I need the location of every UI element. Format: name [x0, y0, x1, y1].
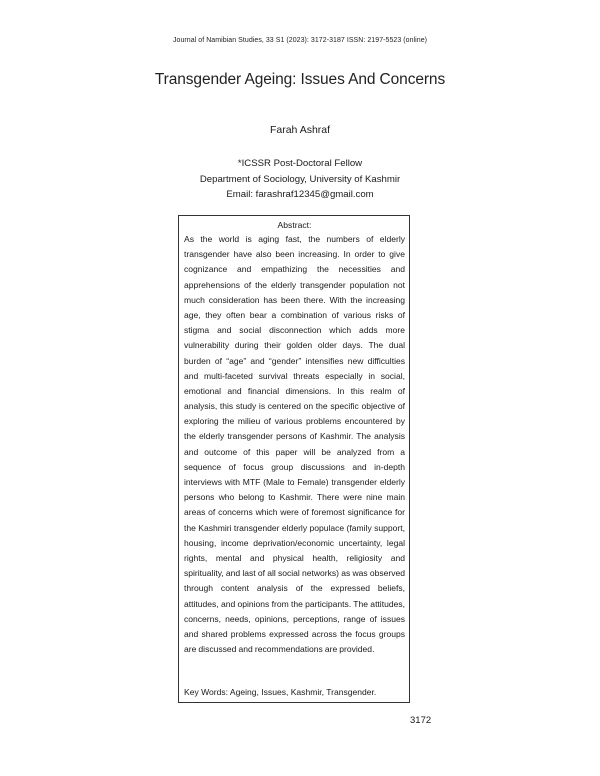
author-name: Farah Ashraf	[269, 124, 331, 136]
page-number: 3172	[410, 715, 432, 726]
abstract-heading: Abstract:	[277, 220, 312, 230]
keywords: Key Words: Ageing, Issues, Kashmir, Transgender.	[184, 687, 377, 697]
affiliation-fellowship: *ICSSR Post-Doctoral Fellow	[237, 158, 363, 169]
abstract-body: As the world is aging fast, the numbers of elderly transgender have also been increasing. In order to give cognizance and empathizing the necessities and apprehensions of the elderly transgender population not much consideration has been there. With the increasing age, they often bear a combination of various risks of stigma and social disconnection which adds more vulnerability during their golden older days. The dual burden of “age” and “gender” intensifies new difficulties and multi-faceted survival threats especially in social, emotional and financial dimensions. In this realm of analysis, this study is centered on the specific objective of exploring the milieu of various problems encountered by the elderly transgender persons of Kashmir. The analysis and outcome of this paper will be analyzed from a sequence of focus group discussions and in-depth interviews with MTF (Male to Female) transgender elderly persons who belong to Kashmir. There were nine main areas of concerns which were of foremost significance for the Kashmiri transgender elderly populace (family support, housing, income deprivation/economic uncertainty, legal rights, mental and physical health, religiosity and spirituality, and last of all social networks) as was observed through content analysis of the expressed beliefs, attitudes, and opinions from the participants. The attitudes, concerns, needs, opinions, perceptions, range of issues and shared problems expressed across the focus groups are discussed and recommendations are provided.	[184, 234, 405, 655]
paper-title: Transgender Ageing: Issues And Concerns	[154, 71, 446, 88]
abstract-box	[178, 215, 410, 703]
affiliation-email: Email: farashraf12345@gmail.com	[226, 189, 374, 200]
author-affiliation	[0, 156, 600, 203]
affiliation-department: Department of Sociology, University of Kashmir	[199, 173, 401, 185]
journal-header: Journal of Namibian Studies, 33 S1 (2023): 3172-3187 ISSN: 2197-5523 (online)	[172, 37, 428, 44]
